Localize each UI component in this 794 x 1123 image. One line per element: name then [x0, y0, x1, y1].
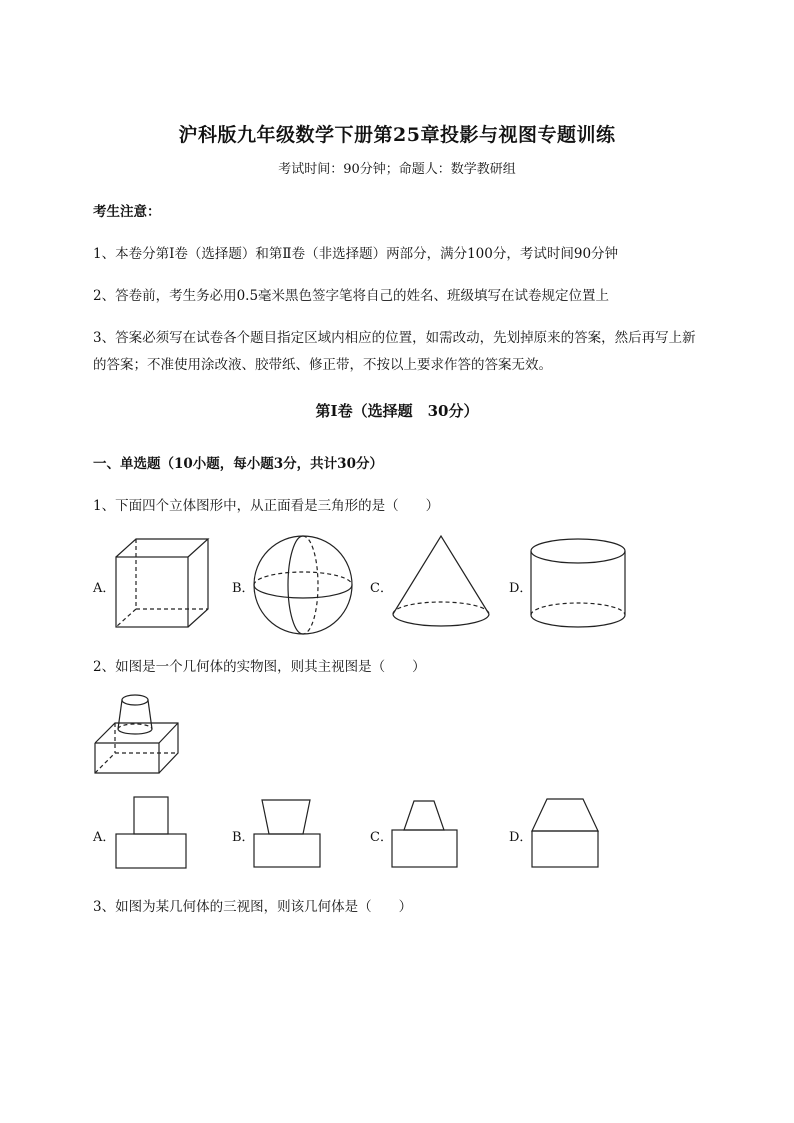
square-on-rect-icon: [115, 796, 189, 872]
section-title: 第I卷（选择题 30分）: [315, 402, 479, 420]
option-label-a: A．: [93, 830, 116, 845]
sphere-icon: [252, 534, 354, 636]
cylinder-icon: [528, 537, 628, 633]
question-stem: 2、如图是一个几何体的实物图，则其主视图是（ ）: [93, 659, 426, 675]
notice-heading: 考生注意：: [93, 204, 161, 220]
page-title: 沪科版九年级数学下册第25章投影与视图专题训练: [178, 124, 616, 146]
option-label-c: C．: [370, 581, 393, 596]
option-label-a: A．: [93, 581, 116, 596]
inverted-trapezoid-on-rect-icon: [253, 798, 323, 870]
question-stem: 1、下面四个立体图形中，从正面看是三角形的是（ ）: [93, 498, 440, 514]
wide-trapezoid-on-rect-icon: [531, 798, 601, 870]
notice-item: 3、答案必须写在试卷各个题目指定区域内相应的位置，如需改动，先划掉原来的答案，然后再写上新: [93, 330, 696, 346]
question-stem: 3、如图为某几何体的三视图，则该几何体是（ ）: [93, 899, 413, 915]
notice-item: 1、本卷分第I卷（选择题）和第Ⅱ卷（非选择题）两部分，满分100分，考试时间90分钟: [93, 246, 619, 262]
option-label-c: C．: [370, 830, 393, 845]
option-label-b: B．: [232, 581, 255, 596]
notice-item: 的答案；不准使用涂改液、胶带纸、修正带，不按以上要求作答的答案无效。: [93, 357, 552, 373]
cube-icon: [113, 537, 213, 633]
page-subtitle: 考试时间：90分钟；命题人：数学教研组: [278, 162, 516, 177]
part-heading: 一、单选题（10小题，每小题3分，共计30分）: [93, 456, 383, 472]
frustum-on-box-icon: [93, 693, 183, 775]
cone-icon: [390, 534, 492, 630]
trapezoid-on-rect-icon: [391, 800, 459, 870]
option-label-d: D．: [509, 830, 533, 845]
option-label-d: D．: [509, 581, 533, 596]
notice-item: 2、答卷前，考生务必用0.5毫米黑色签字笔将自己的姓名、班级填写在试卷规定位置上: [93, 288, 610, 304]
option-label-b: B．: [232, 830, 255, 845]
